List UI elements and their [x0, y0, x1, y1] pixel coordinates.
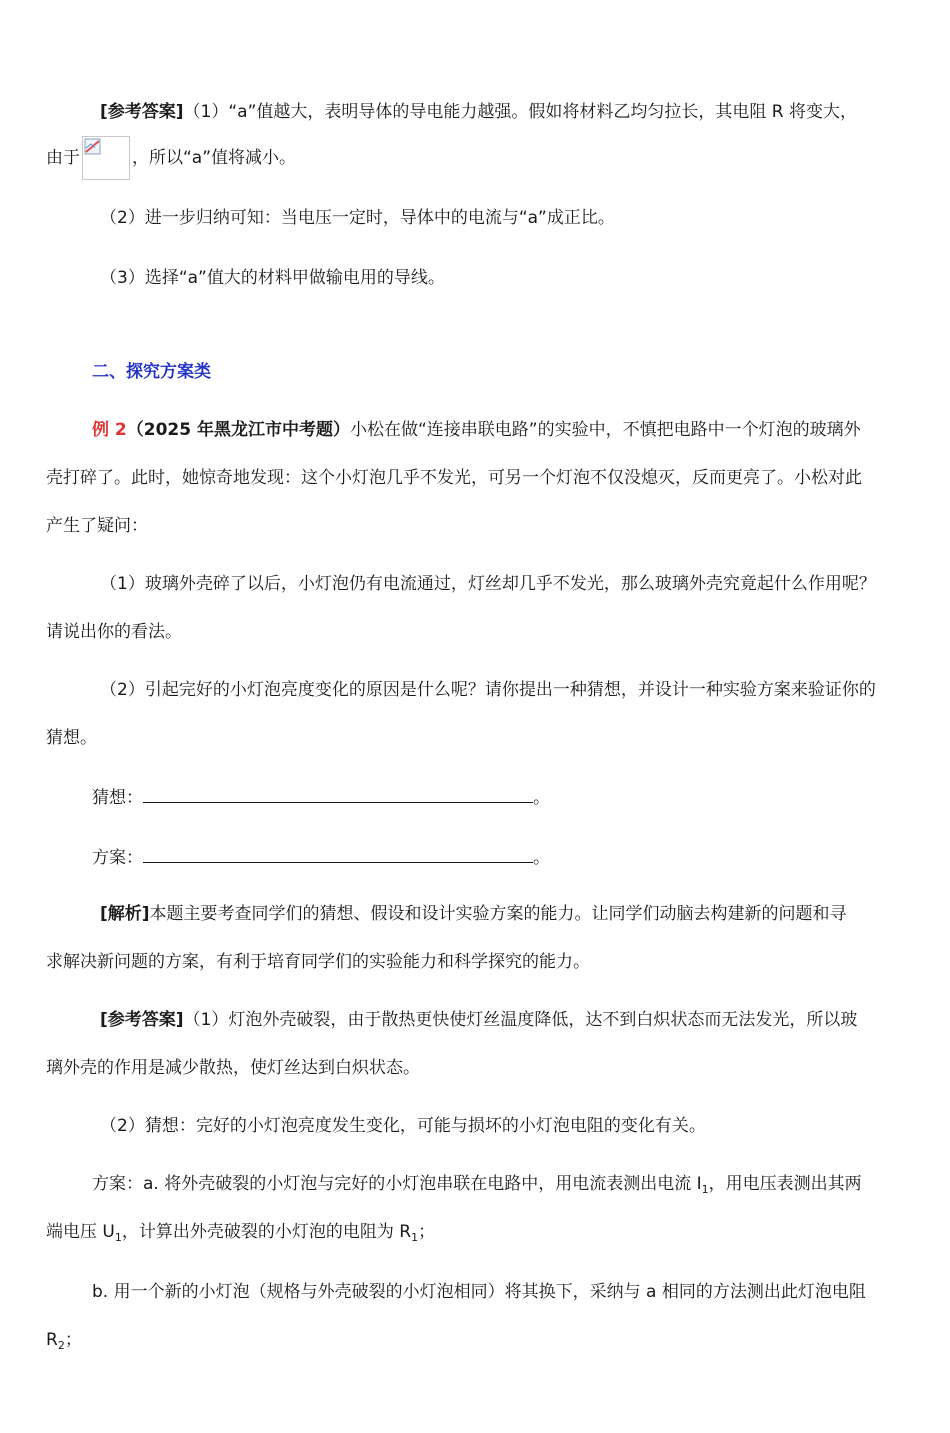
- plan-b-line2: [46, 1328, 82, 1354]
- answer1-text2a: 由于: [46, 148, 80, 168]
- question2-line1: （2）引起完好的小灯泡亮度变化的原因是什么呢？请你提出一种猜想，并设计一种实验方案来验证你的: [100, 680, 876, 700]
- guess-end: 。: [533, 788, 550, 808]
- answer1-text1: （1）“a”值越大，表明导体的导电能力越强。假如将材料乙均匀拉长，其电阻 R 将变大，: [183, 102, 858, 122]
- plan-a-text1: 方案：a. 将外壳破裂的小灯泡与完好的小灯泡串联在电路中，用电流表测出电流 I: [92, 1174, 702, 1194]
- question1-line1: （1）玻璃外壳碎了以后，小灯泡仍有电流通过，灯丝却几乎不发光，那么玻璃外壳究竟起什么作用呢？: [100, 574, 876, 594]
- broken-image-icon: [84, 138, 102, 156]
- answer2-line2: 璃外壳的作用是减少散热，使灯丝达到白炽状态。: [46, 1058, 420, 1078]
- plan-end: 。: [533, 848, 550, 868]
- plan-a-text2b: ，计算出外壳破裂的小灯泡的电阻为 R: [121, 1222, 412, 1242]
- analysis-text1: 本题主要考查同学们的猜想、假设和设计实验方案的能力。让同学们动脑去构建新的问题和寻: [149, 904, 847, 924]
- example-line3: 产生了疑问：: [46, 516, 148, 536]
- section-title: 二、探究方案类: [92, 362, 211, 382]
- analysis-line1: [100, 902, 847, 926]
- plan-a-line2: [46, 1220, 435, 1246]
- example-label: 例 2: [92, 420, 127, 440]
- example-source: （2025 年黑龙江市中考题）: [126, 420, 350, 440]
- answer1-text2b: ，所以“a”值将减小。: [132, 148, 297, 168]
- answer2-text1: （1）灯泡外壳破裂，由于散热更快使灯丝温度降低，达不到白炽状态而无法发光，所以玻: [183, 1010, 858, 1030]
- answer-tag: [参考答案]: [100, 1010, 184, 1030]
- plan-label: 方案：: [92, 848, 143, 868]
- question1-line2: 请说出你的看法。: [46, 622, 182, 642]
- example-text1: 小松在做“连接串联电路”的实验中，不慎把电路中一个灯泡的玻璃外: [349, 420, 861, 440]
- answer1-line1: [100, 100, 857, 124]
- answer1-p3: （3）选择“a”值大的材料甲做输电用的导线。: [100, 268, 445, 288]
- analysis-tag: [解析]: [100, 904, 150, 924]
- answer1-p2: （2）进一步归纳可知：当电压一定时，导体中的电流与“a”成正比。: [100, 208, 615, 228]
- example-line2: 壳打碎了。此时，她惊奇地发现：这个小灯泡几乎不发光，可另一个灯泡不仅没熄灭，反而更亮了。小松对此: [46, 468, 862, 488]
- plan-a-sub1: 1: [701, 1183, 709, 1196]
- answer-tag: [参考答案]: [100, 102, 184, 122]
- answer2-a2: （2）猜想：完好的小灯泡亮度发生变化，可能与损坏的小灯泡电阻的变化有关。: [100, 1116, 706, 1136]
- plan-b-line1: b. 用一个新的小灯泡（规格与外壳破裂的小灯泡相同）将其换下，采纳与 a 相同的方法测出此灯泡电阻: [92, 1282, 866, 1302]
- plan-b-text2b: ；: [64, 1330, 82, 1350]
- plan-b-text2a: R: [46, 1330, 58, 1350]
- guess-row: [92, 784, 550, 810]
- plan-a-text2a: 端电压 U: [46, 1222, 115, 1242]
- guess-blank: [143, 784, 533, 803]
- analysis-line2: 求解决新问题的方案，有利于培育同学们的实验能力和科学探究的能力。: [46, 952, 590, 972]
- question2-line2: 猜想。: [46, 728, 97, 748]
- plan-blank: [143, 844, 533, 863]
- plan-a-text2c: ；: [418, 1222, 436, 1242]
- example-line1: [92, 418, 861, 442]
- plan-a-sub3: 1: [411, 1231, 419, 1244]
- plan-b-sub: 2: [57, 1339, 65, 1352]
- plan-a-sub2: 1: [114, 1231, 122, 1244]
- guess-label: 猜想：: [92, 788, 143, 808]
- broken-formula-image: [82, 136, 130, 180]
- plan-a-line1: [92, 1172, 862, 1198]
- plan-a-text1-end: ，用电压表测出其两: [708, 1174, 862, 1194]
- answer1-line2: [46, 136, 296, 180]
- answer2-line1: [100, 1008, 857, 1032]
- plan-row: [92, 844, 550, 870]
